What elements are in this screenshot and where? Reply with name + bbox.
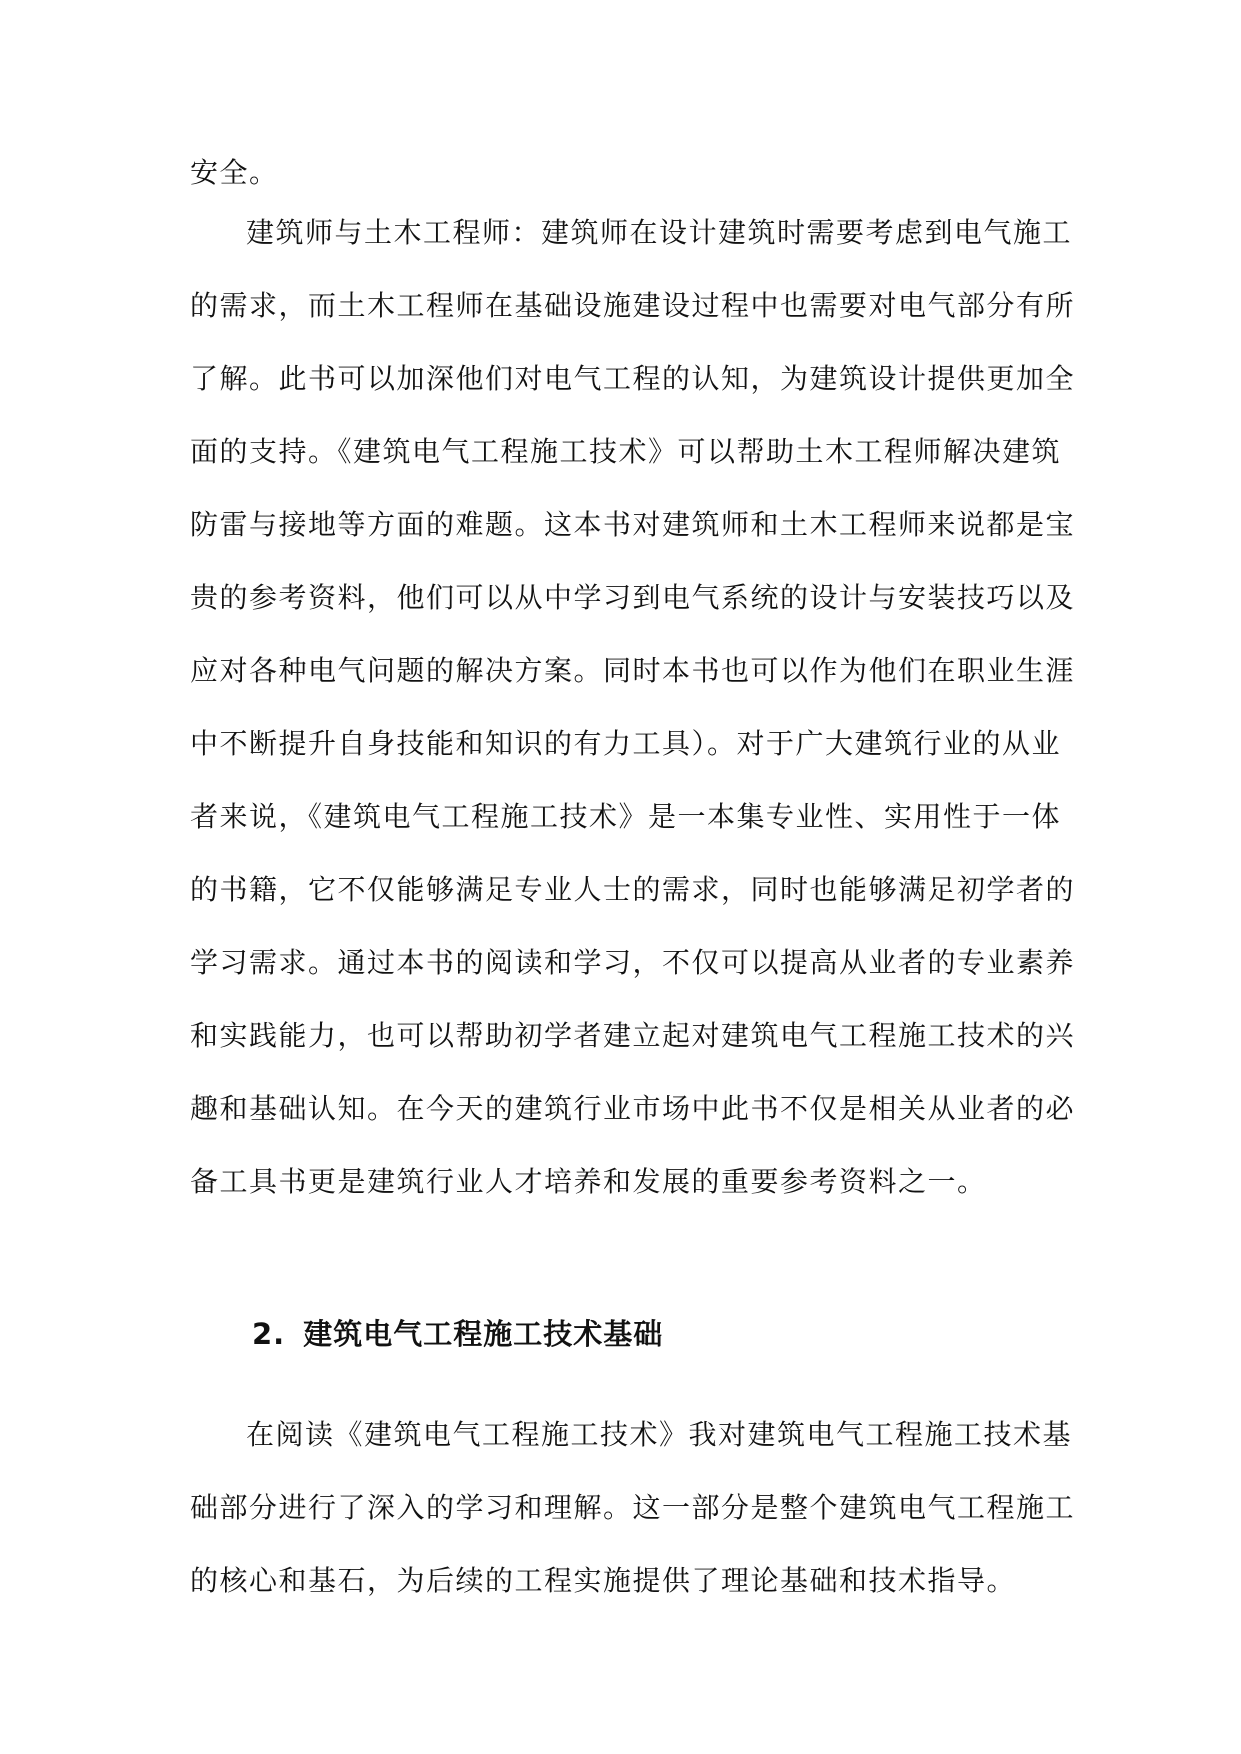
paragraph-line: 备工具书更是建筑行业人才培养和发展的重要参考资料之一。	[190, 1165, 987, 1198]
section-heading	[252, 1306, 663, 1362]
paragraph-line: 和实践能力，也可以帮助初学者建立起对建筑电气工程施工技术的兴	[190, 1019, 1076, 1052]
paragraph-line: 的核心和基石，为后续的工程实施提供了理论基础和技术指导。	[190, 1564, 1017, 1597]
paragraph-line: 的书籍，它不仅能够满足专业人士的需求，同时也能够满足初学者的	[190, 873, 1076, 906]
paragraph-line: 防雷与接地等方面的难题。这本书对建筑师和土木工程师来说都是宝	[190, 508, 1076, 541]
paragraph-line: 贵的参考资料，他们可以从中学习到电气系统的设计与安装技巧以及	[190, 581, 1076, 614]
paragraph-line: 了解。此书可以加深他们对电气工程的认知，为建筑设计提供更加全	[190, 362, 1076, 395]
section-number: 2.	[252, 1317, 286, 1351]
paragraph-architects-engineers	[190, 196, 1076, 1218]
section-title: 建筑电气工程施工技术基础	[303, 1317, 664, 1351]
paragraph-line: 安全。	[190, 156, 279, 189]
paragraph-line: 的需求，而土木工程师在基础设施建设过程中也需要对电气部分有所	[190, 289, 1076, 322]
paragraph-fundamentals	[190, 1398, 1076, 1617]
paragraph-line: 础部分进行了深入的学习和理解。这一部分是整个建筑电气工程施工	[190, 1491, 1076, 1524]
paragraph-line: 趣和基础认知。在今天的建筑行业市场中此书不仅是相关从业者的必	[190, 1092, 1076, 1125]
paragraph-line: 应对各种电气问题的解决方案。同时本书也可以作为他们在职业生涯	[190, 654, 1076, 687]
paragraph-line: 建筑师与土木工程师：建筑师在设计建筑时需要考虑到电气施工	[246, 216, 1073, 249]
paragraph-line: 面的支持。《建筑电气工程施工技术》可以帮助土木工程师解决建筑	[190, 435, 1062, 468]
paragraph-line: 学习需求。通过本书的阅读和学习，不仅可以提高从业者的专业素养	[190, 946, 1076, 979]
paragraph-line: 在阅读《建筑电气工程施工技术》我对建筑电气工程施工技术基	[246, 1418, 1073, 1451]
paragraph-line: 中不断提升自身技能和知识的有力工具）。对于广大建筑行业的从业	[190, 727, 1062, 760]
paragraph-line: 者来说，《建筑电气工程施工技术》是一本集专业性、实用性于一体	[190, 800, 1062, 833]
